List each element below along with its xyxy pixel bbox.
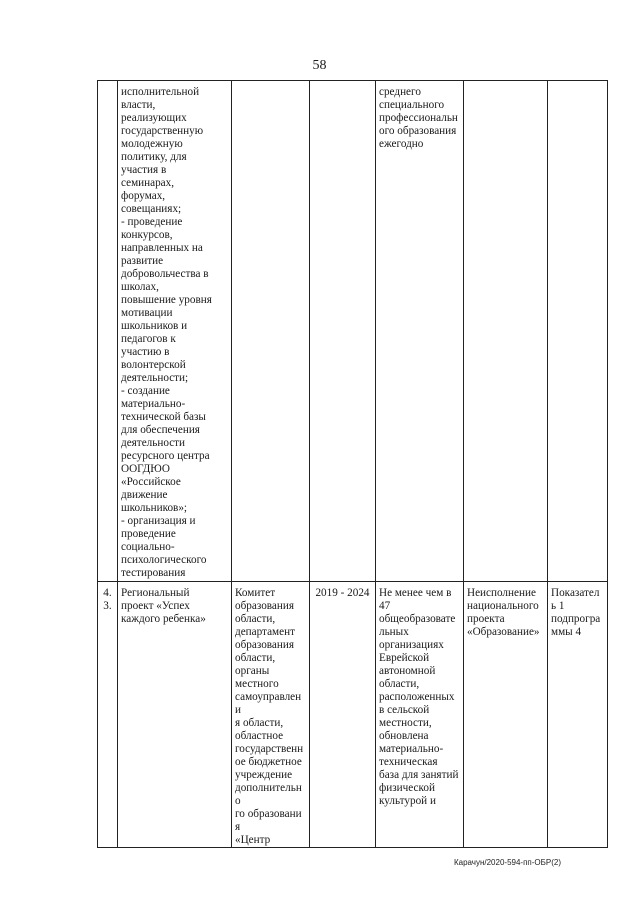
- page-number: 58: [312, 58, 327, 73]
- table-cell-result: среднего специального профессиональн ого образования ежегодно: [376, 81, 464, 582]
- table-cell-executor: Комитет образования области, департамент образования области, органы местного самоуправлени я области, областное государственн ое бюджетное учреждение дополнительно го образования «Центр: [232, 582, 310, 848]
- table-cell-consequences: Неисполнение национального проекта «Образование»: [464, 582, 548, 848]
- table-cell-number: [98, 81, 118, 582]
- table-cell-years: [310, 81, 376, 582]
- table-row: [98, 81, 608, 582]
- table-cell-number: 4.3.: [98, 582, 118, 848]
- table-cell-indicator: Показател ь 1 подпрогра ммы 4: [548, 582, 608, 848]
- document-code: Карачун/2020-594-пп-ОБР(2): [453, 858, 561, 867]
- table-cell-activity: Региональный проект «Успех каждого ребенка»: [118, 582, 232, 848]
- table-cell-result: Не менее чем в 47 общеобразовате льных организациях Еврейской автономной области, расположенных в сельской местности, обновлена материально- техническая база для занятий физической культурой и: [376, 582, 464, 848]
- table-cell-consequences: [464, 81, 548, 582]
- table-cell-executor: [232, 81, 310, 582]
- program-activities-table: [97, 80, 608, 848]
- table-cell-years: 2019 - 2024: [310, 582, 376, 848]
- table-cell-activity: исполнительной власти, реализующих государственную молодежную политику, для участия в семинарах, форумах, совещаниях; - проведение конкурсов, направленных на развитие добровольчества в школах, повышение уровня мотивации школьников и педагогов к участию в волонтерской деятельности; - создание материально- технической базы для обеспечения деятельности ресурсного центра ООГДЮО «Российское движение школьников»; - организация и проведение социально- психологического тестирования: [118, 81, 232, 582]
- table-row: [98, 582, 608, 848]
- table-cell-indicator: [548, 81, 608, 582]
